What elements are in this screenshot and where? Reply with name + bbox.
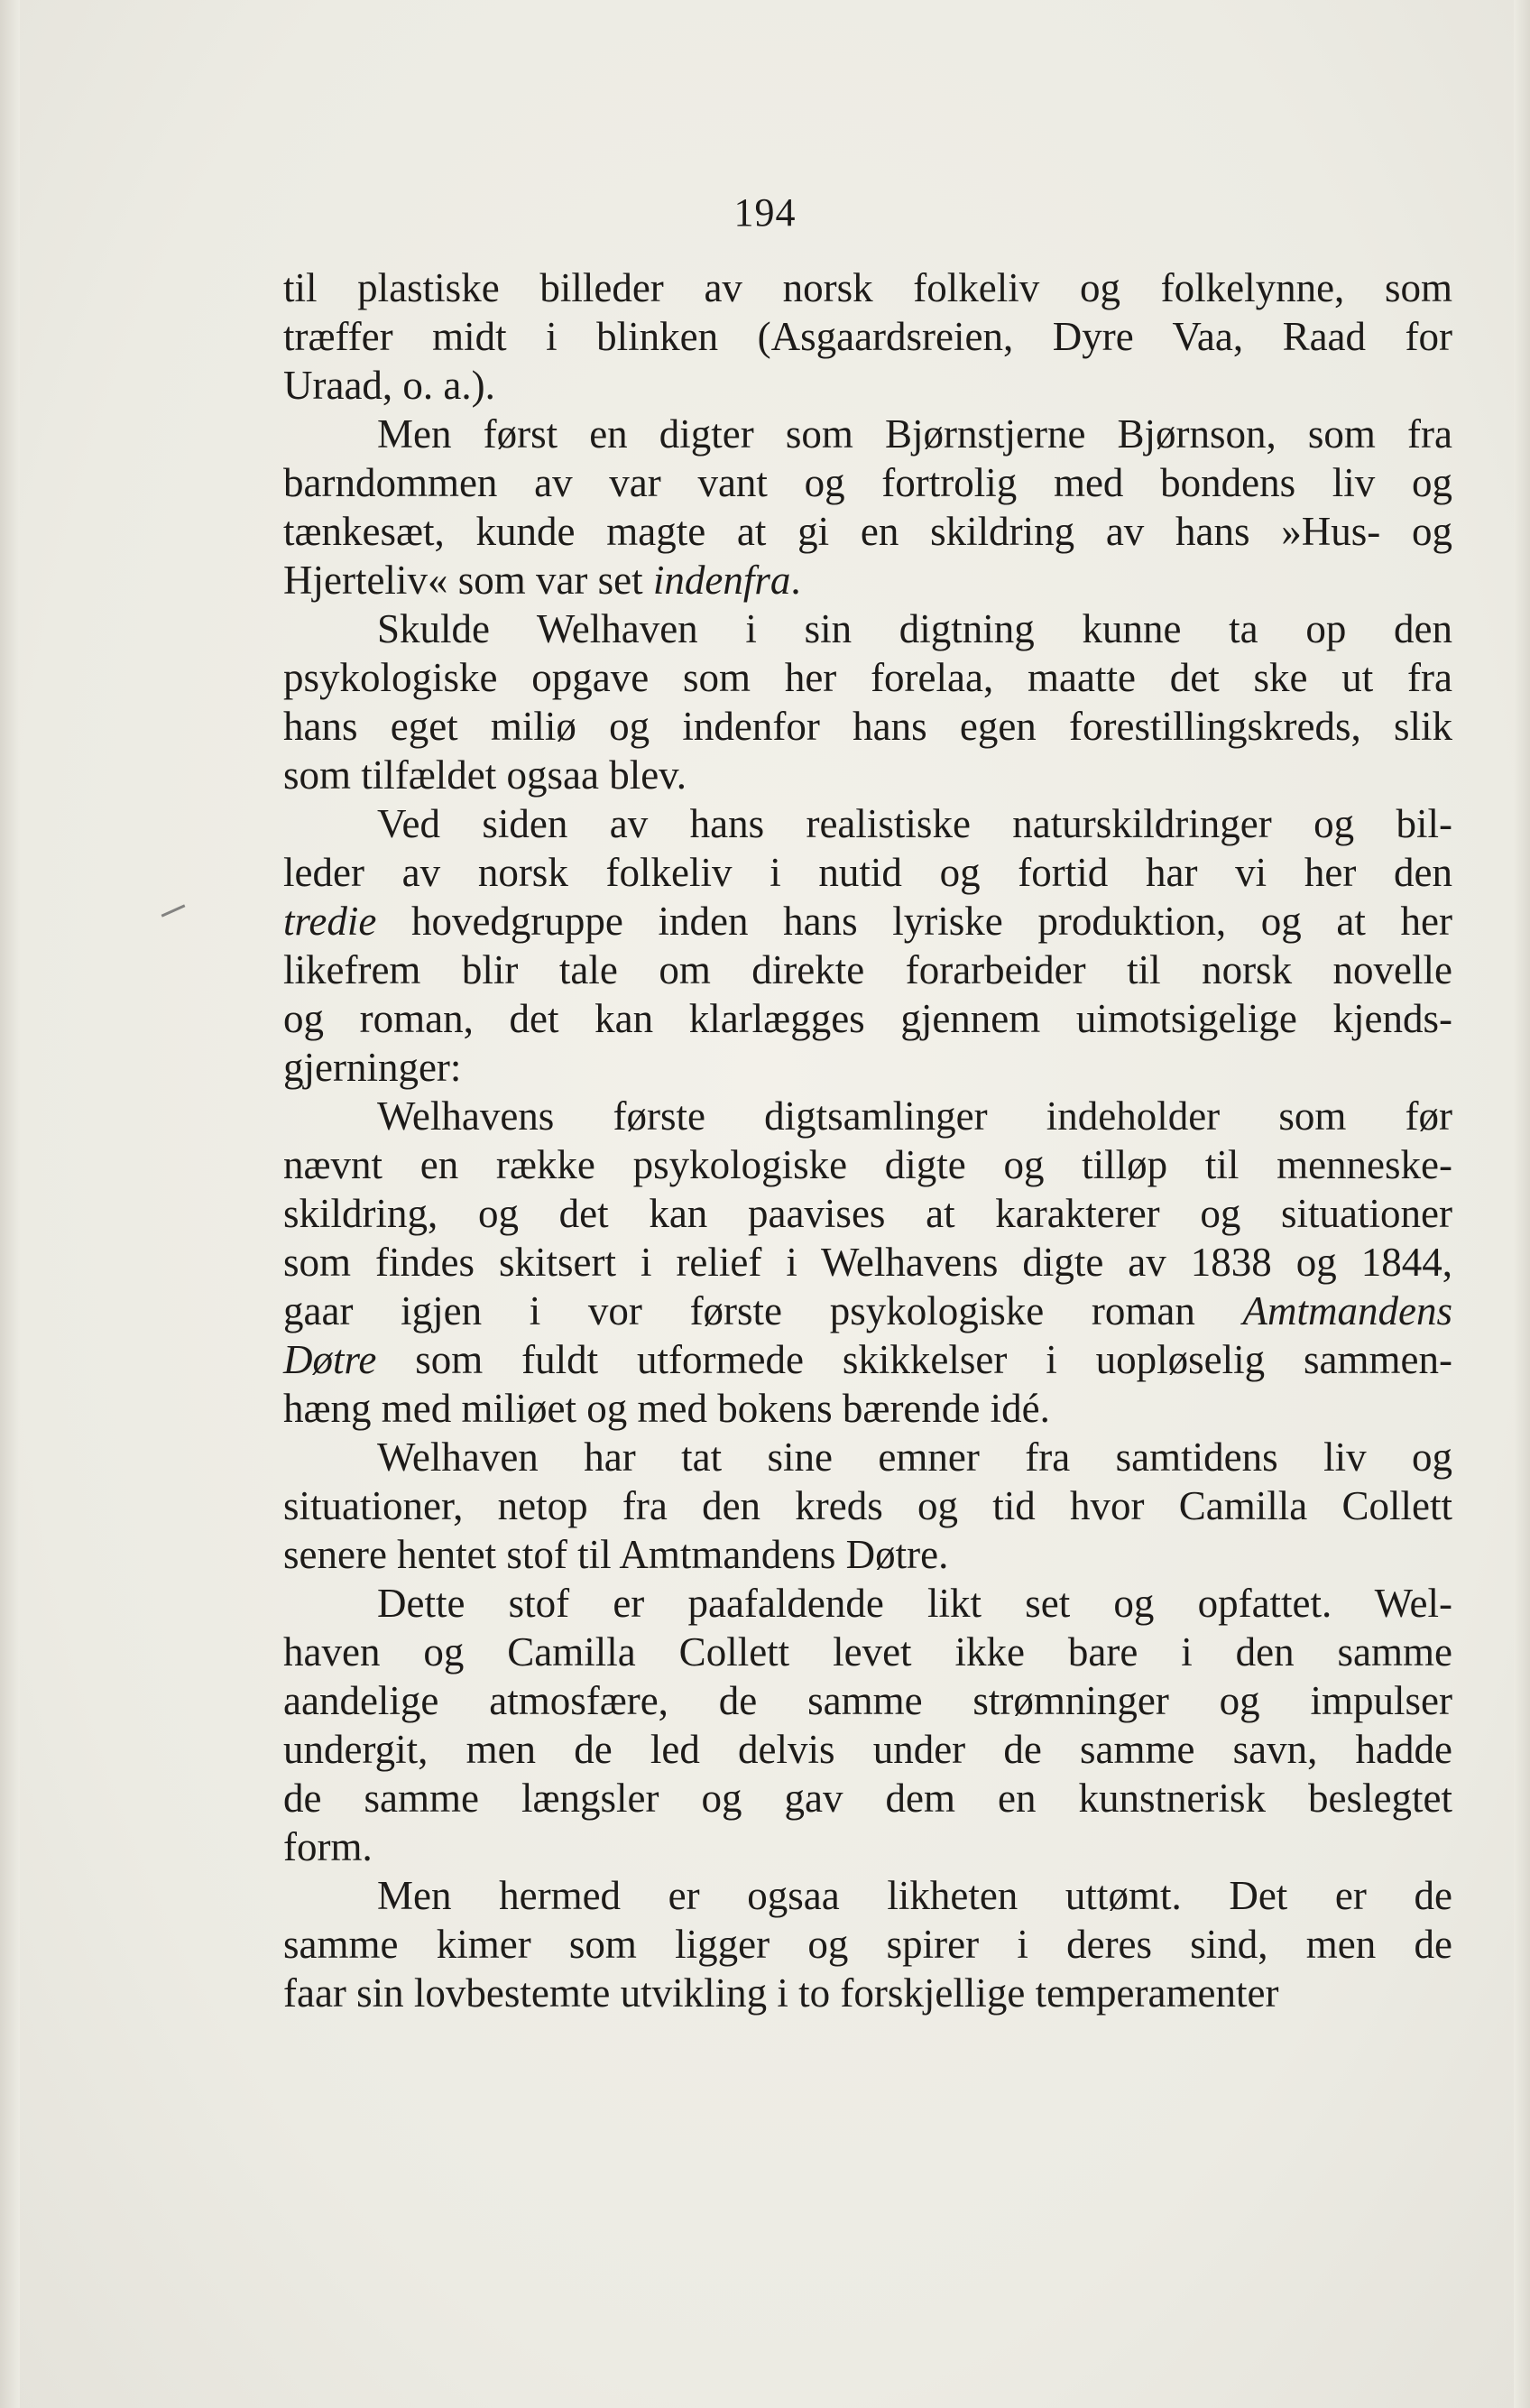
paragraph <box>283 604 1452 799</box>
text-run: samme kimer som ligger og spirer i deres sind, men de <box>283 1922 1452 1967</box>
text-line <box>283 1043 1452 1092</box>
text-line <box>283 1676 1452 1725</box>
text-run: Welhaven har tat sine emner fra samtidens liv og <box>377 1435 1452 1480</box>
text-run: som fuldt utformede skikkelser i uopløselig sammen- <box>376 1337 1452 1382</box>
text-run: barndommen av var vant og fortrolig med bondens liv og <box>283 460 1452 505</box>
text-line <box>283 1433 1452 1481</box>
text-run: gaar igjen i vor første psykologiske roman <box>283 1288 1243 1333</box>
text-line <box>283 263 1452 312</box>
text-line <box>283 1189 1452 1238</box>
italic-text: tredie <box>283 899 377 944</box>
text-line <box>283 1871 1452 1920</box>
italic-text: Amtmandens <box>1242 1288 1452 1333</box>
text-line <box>283 1335 1452 1384</box>
text-run: de samme længsler og gav dem en kunstnerisk beslegtet <box>283 1776 1452 1821</box>
text-run: aandelige atmosfære, de samme strømninger og impulser <box>283 1678 1452 1723</box>
text-run: hans eget miliø og indenfor hans egen forestillingskreds, slik <box>283 704 1452 749</box>
text-line <box>283 653 1452 702</box>
text-run: Men hermed er ogsaa likheten uttømt. Det er de <box>377 1873 1452 1918</box>
page-number: 194 <box>733 190 797 235</box>
paragraph <box>283 1092 1452 1433</box>
italic-text: Døtre <box>283 1337 377 1382</box>
text-run: Hjerteliv« som var set <box>283 558 653 603</box>
text-line <box>283 946 1452 994</box>
text-run: skildring, og det kan paavises at karakterer og situationer <box>283 1191 1452 1236</box>
text-line <box>283 507 1452 556</box>
text-line <box>283 1774 1452 1822</box>
text-line <box>283 1822 1452 1871</box>
text-line <box>283 848 1452 897</box>
text-run: haven og Camilla Collett levet ikke bare i den samme <box>283 1629 1452 1675</box>
paragraph <box>283 410 1452 604</box>
text-line <box>283 410 1452 458</box>
paragraph <box>283 799 1452 1092</box>
text-run: Skulde Welhaven i sin digtning kunne ta op den <box>377 606 1452 651</box>
page-edge-shadow-right <box>1514 0 1530 2408</box>
text-run: leder av norsk folkeliv i nutid og fortid har vi her den <box>283 850 1452 895</box>
text-line <box>283 994 1452 1043</box>
text-line <box>283 312 1452 361</box>
text-line <box>283 458 1452 507</box>
text-line <box>283 1238 1452 1287</box>
text-run: til plastiske billeder av norsk folkeliv og folkelynne, som <box>283 265 1452 310</box>
text-line <box>283 897 1452 946</box>
text-line <box>283 1920 1452 1969</box>
paragraph <box>283 1871 1452 2017</box>
text-run: . <box>790 558 801 603</box>
text-run: tænkesæt, kunde magte at gi en skildring av hans »Hus- og <box>283 509 1452 554</box>
text-run: gjerninger: <box>283 1045 462 1090</box>
text-run: senere hentet stof til Amtmandens Døtre. <box>283 1532 949 1577</box>
text-run: som findes skitsert i relief i Welhavens digte av 1838 og 1844, <box>283 1240 1452 1285</box>
text-run: situationer, netop fra den kreds og tid hvor Camilla Collett <box>283 1483 1452 1528</box>
text-run: faar sin lovbestemte utvikling i to forskjellige temperamenter <box>283 1970 1279 2016</box>
text-run: hæng med miliøet og med bokens bærende idé. <box>283 1386 1050 1431</box>
text-line <box>283 1530 1452 1579</box>
text-line <box>283 361 1452 410</box>
text-line <box>283 1140 1452 1189</box>
text-line <box>283 556 1452 604</box>
text-line <box>283 799 1452 848</box>
text-run: som tilfældet ogsaa blev. <box>283 752 687 798</box>
text-run: Ved siden av hans realistiske naturskildringer og bil- <box>377 801 1452 846</box>
text-run: Welhavens første digtsamlinger indeholder som før <box>377 1093 1452 1139</box>
text-run: likefrem blir tale om direkte forarbeider til norsk novelle <box>283 947 1452 992</box>
text-line <box>283 1287 1452 1335</box>
text-run: Uraad, o. a.). <box>283 363 495 408</box>
text-run: undergit, men de led delvis under de samme savn, hadde <box>283 1727 1452 1772</box>
text-line <box>283 702 1452 751</box>
text-run: hovedgruppe inden hans lyriske produktion, og at her <box>376 899 1452 944</box>
pencil-margin-mark <box>161 904 186 917</box>
text-run: nævnt en række psykologiske digte og tilløp til menneske- <box>283 1142 1452 1187</box>
text-run: psykologiske opgave som her forelaa, maatte det ske ut fra <box>283 655 1452 700</box>
text-line <box>283 1092 1452 1140</box>
text-line <box>283 1628 1452 1676</box>
paragraph <box>283 263 1452 410</box>
italic-text: indenfra <box>652 558 791 603</box>
paragraph <box>283 1579 1452 1871</box>
text-run: form. <box>283 1824 373 1869</box>
text-line <box>283 604 1452 653</box>
text-line <box>283 1384 1452 1433</box>
text-run: træffer midt i blinken (Asgaardsreien, Dyre Vaa, Raad for <box>283 314 1452 359</box>
page-edge-shadow-left <box>0 0 20 2408</box>
text-line <box>283 1481 1452 1530</box>
body-text <box>283 263 1452 2017</box>
text-run: Men først en digter som Bjørnstjerne Bjørnson, som fra <box>377 411 1452 457</box>
text-line <box>283 1725 1452 1774</box>
text-run: og roman, det kan klarlægges gjennem uimotsigelige kjends- <box>283 996 1452 1041</box>
paragraph <box>283 1433 1452 1579</box>
text-line <box>283 1579 1452 1628</box>
text-line <box>283 751 1452 799</box>
text-run: Dette stof er paafaldende likt set og opfattet. Wel- <box>377 1581 1452 1626</box>
text-line <box>283 1969 1452 2017</box>
